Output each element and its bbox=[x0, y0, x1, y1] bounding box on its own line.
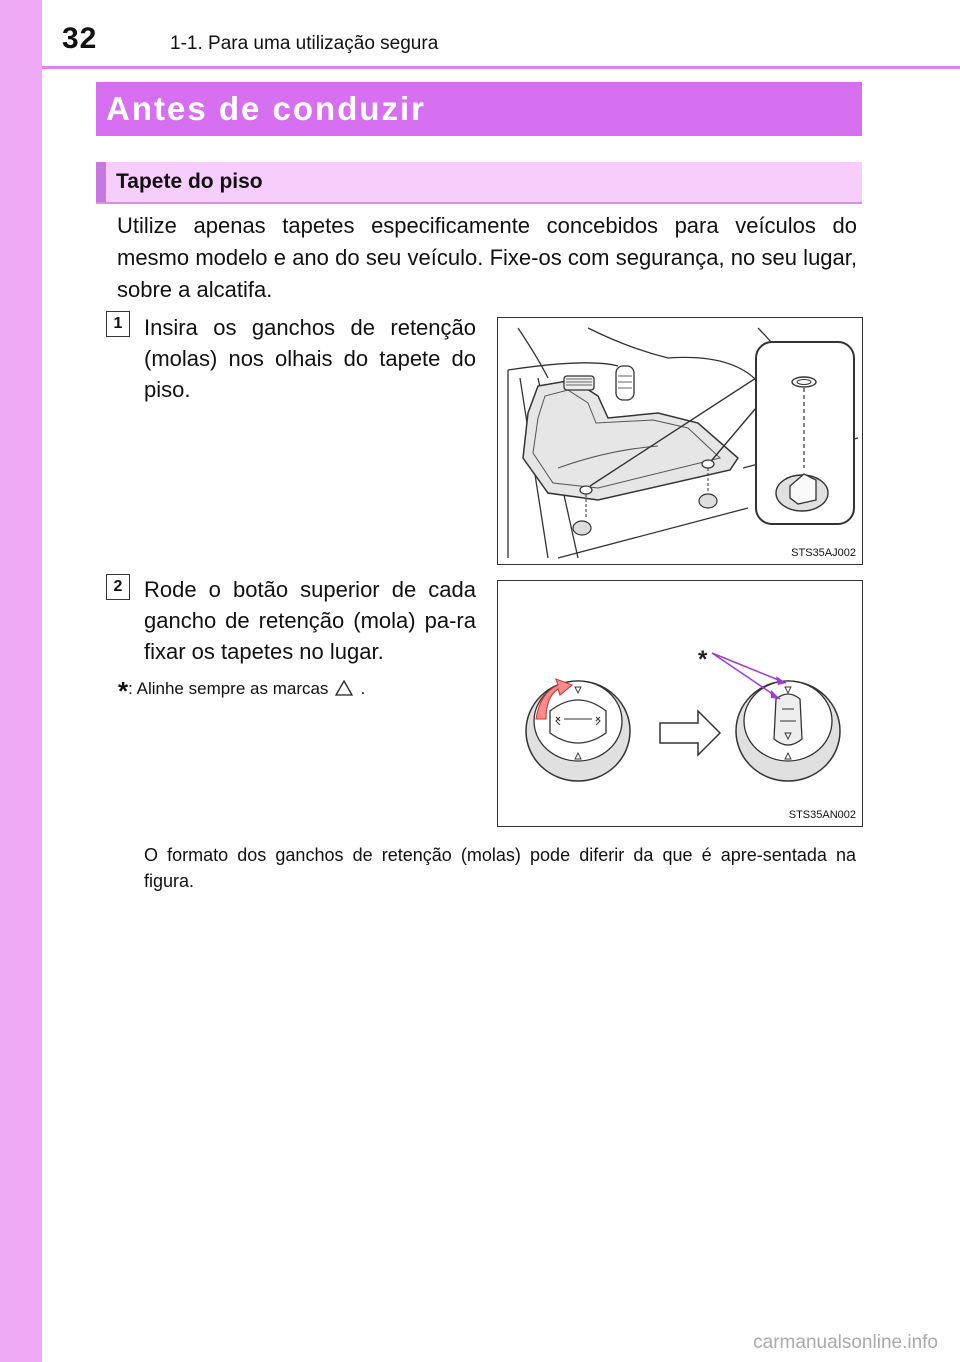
subsection-title: Tapete do piso bbox=[116, 170, 263, 193]
figure-floor-mat-hooks bbox=[497, 317, 863, 565]
floor-mat-illustration bbox=[498, 318, 862, 564]
subsection-marker bbox=[96, 162, 106, 202]
page-number: 32 bbox=[62, 22, 98, 55]
step-2-text: Rode o botão superior de cada gancho de retenção (mola) pa-ra fixar os tapetes no lugar. bbox=[144, 577, 476, 664]
figure-hook-rotation bbox=[497, 580, 863, 827]
section-title-bar bbox=[96, 82, 862, 136]
triangle-mark-icon bbox=[334, 679, 354, 697]
side-color-strip bbox=[0, 0, 42, 1362]
header-divider bbox=[42, 66, 960, 69]
step-2-number: 2 bbox=[106, 574, 130, 600]
step-1-text: Insira os ganchos de retenção (molas) nos olhais do tapete do piso. bbox=[144, 315, 476, 402]
section-title: Antes de conduzir bbox=[106, 90, 427, 127]
watermark: carmanualsonline.info bbox=[753, 1332, 938, 1353]
subsection-title-bar bbox=[96, 162, 862, 204]
alignment-note bbox=[118, 676, 365, 707]
note-text: : Alinhe sempre as marcas bbox=[128, 679, 329, 698]
hook-rotation-illustration bbox=[498, 581, 862, 826]
step-1-number: 1 bbox=[106, 311, 130, 337]
figure-1-code: STS35AJ002 bbox=[791, 547, 856, 559]
note-end: . bbox=[360, 679, 366, 698]
chapter-heading: 1-1. Para uma utilização segura bbox=[170, 33, 439, 54]
figure-2-code: STS35AN002 bbox=[788, 809, 856, 821]
note-asterisk: * bbox=[118, 676, 129, 706]
figure-2-asterisk: * bbox=[698, 646, 708, 673]
footnote-text: O formato dos ganchos de retenção (molas) pode diferir da que é apre-sentada na figura. bbox=[144, 845, 856, 891]
intro-paragraph: Utilize apenas tapetes especificamente concebidos para veículos do mesmo modelo e ano do seu veículo. Fixe-os com segurança, no seu lugar, sobre a alcatifa. bbox=[117, 213, 857, 302]
